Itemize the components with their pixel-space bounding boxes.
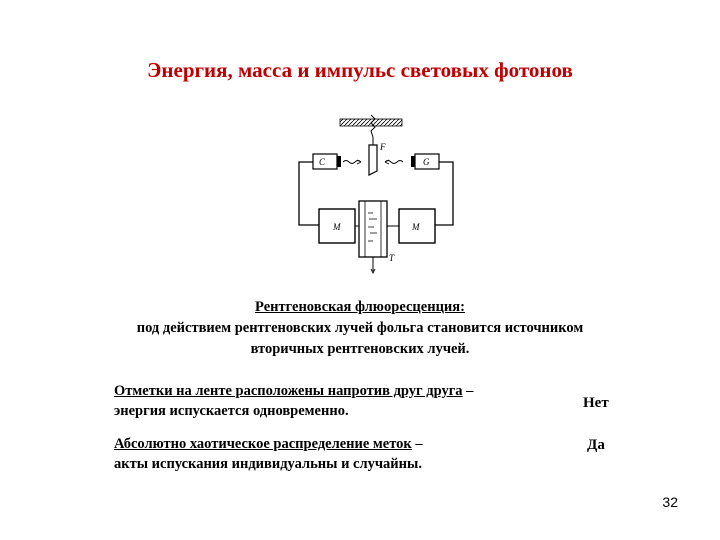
observation-1-line2: энергия испускается одновременно. [114,403,349,419]
caption [40,297,680,360]
caption-line-2: вторичных рентгеновских лучей. [250,341,470,357]
caption-line-1: под действием рентгеновских лучей фольга становится источником [136,320,584,336]
observation-2-dash: – [411,436,423,452]
foil-plate [369,145,377,175]
tape-drum [359,201,387,257]
observation-2 [114,434,423,474]
page-number: 32 [662,494,678,510]
caption-heading: Рентгеновская флюоресценция: [255,299,465,315]
experiment-apparatus-diagram [285,105,460,280]
observation-1-underlined: Отметки на ленте расположены напротив друг друга [114,383,463,399]
observation-2-line2: акты испускания индивидуальны и случайны. [114,456,422,472]
answer-2: Да [587,437,605,453]
svg-text:M: M [333,222,341,232]
svg-text:G: G [423,157,430,167]
observation-1 [114,381,473,421]
svg-text:C: C [319,157,326,167]
observation-1-dash: – [462,383,474,399]
svg-text:M: M [412,222,420,232]
foil-label: F [380,142,386,152]
answer-1: Нет [583,395,609,411]
tape-label: T [389,253,395,263]
xray-right [385,160,403,164]
observation-2-underlined: Абсолютно хаотическое распределение меток [114,436,412,452]
slide-title: Энергия, масса и импульс световых фотонов [147,58,573,82]
xray-left [343,160,361,164]
